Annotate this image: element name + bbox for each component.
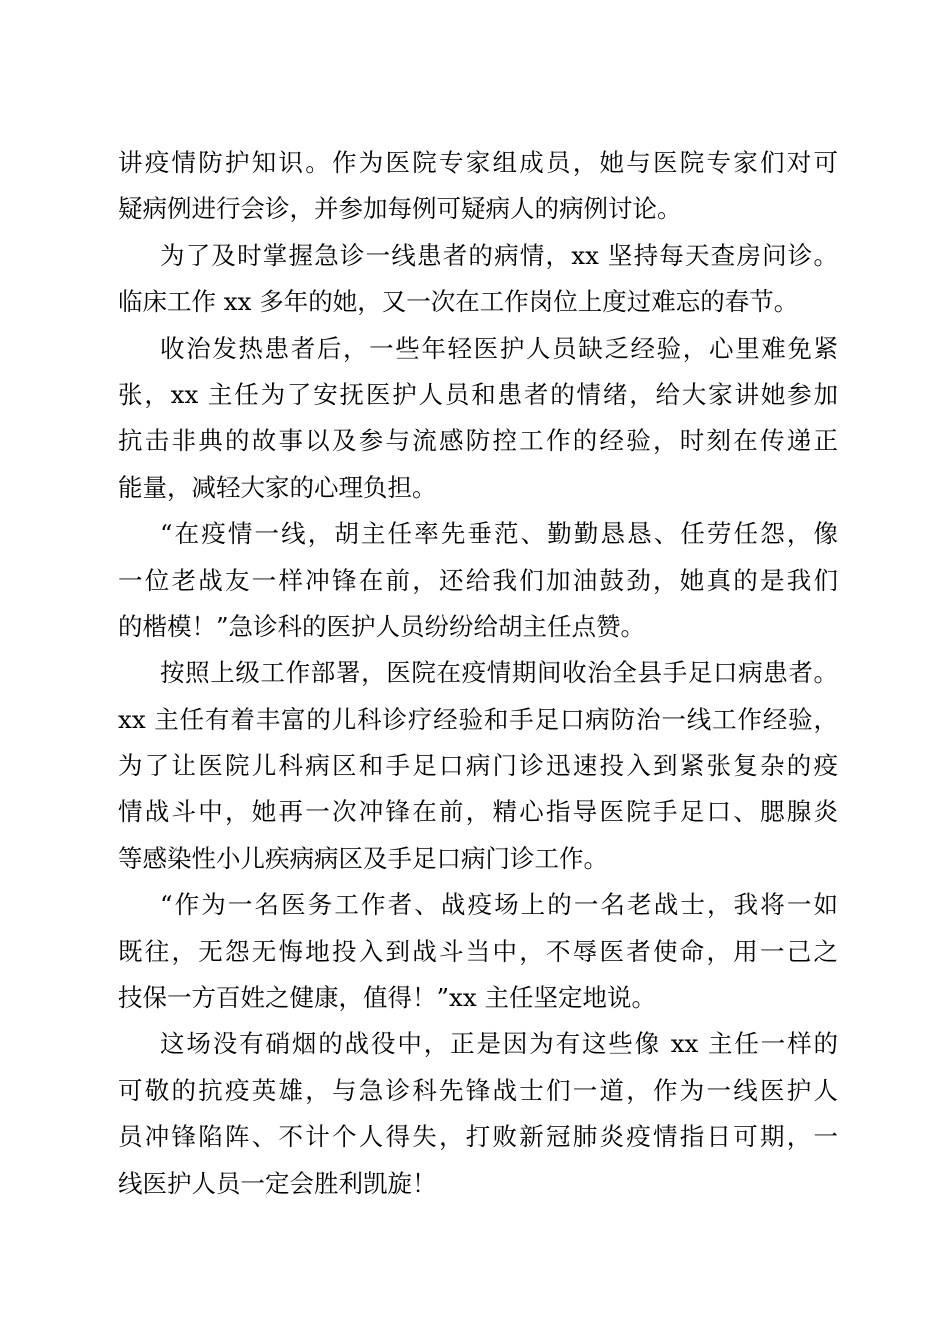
paragraph bbox=[118, 882, 838, 1021]
text-line: 线医护人员一定会胜利凯旋！ bbox=[118, 1168, 437, 1198]
text-line: 疑病例进行会诊，并参加每例可疑病人的病例讨论。 bbox=[118, 194, 682, 224]
text-line: 为了及时掌握急诊一线患者的病情，xx 坚持每天查房问诊。 bbox=[160, 240, 838, 270]
text-line: 一位老战友一样冲锋在前，还给我们加油鼓劲，她真的是我们 bbox=[118, 565, 838, 595]
text-line: 张，xx 主任为了安抚医护人员和患者的情绪，给大家讲她参加 bbox=[118, 379, 838, 409]
paragraph bbox=[118, 233, 838, 326]
paragraph bbox=[118, 511, 838, 650]
text-line: 为了让医院儿科病区和手足口病门诊迅速投入到紧张复杂的疫 bbox=[118, 751, 838, 781]
text-line: 可敬的抗疫英雄，与急诊科先锋战士们一道，作为一线医护人 bbox=[118, 1075, 838, 1105]
text-line: 讲疫情防护知识。作为医院专家组成员，她与医院专家们对可 bbox=[118, 148, 838, 177]
text-line: 情战斗中，她再一次冲锋在前，精心指导医院手足口、腮腺炎 bbox=[118, 797, 838, 827]
text-line: 这场没有硝烟的战役中，正是因为有这些像 xx 主任一样的 bbox=[160, 1029, 838, 1059]
text-line: xx 主任有着丰富的儿科诊疗经验和手足口病防治一线工作经验， bbox=[118, 704, 838, 734]
paragraph bbox=[118, 1021, 838, 1207]
text-line: “在疫情一线，胡主任率先垂范、勤勤恳恳、任劳任怨，像 bbox=[160, 519, 838, 549]
paragraph bbox=[118, 140, 838, 233]
paragraph bbox=[118, 326, 838, 512]
text-line: 技保一方百姓之健康，值得！”xx 主任坚定地说。 bbox=[118, 983, 656, 1013]
text-line: 等感染性小儿疾病病区及手足口病门诊工作。 bbox=[118, 843, 608, 873]
text-line: 既往，无怨无悔地投入到战斗当中，不辱医者使命，用一己之 bbox=[118, 936, 838, 966]
text-line: 抗击非典的故事以及参与流感防控工作的经验，时刻在传递正 bbox=[118, 426, 838, 456]
document-body bbox=[118, 140, 838, 1207]
text-line: 收治发热患者后，一些年轻医护人员缺乏经验，心里难免紧 bbox=[160, 333, 838, 363]
text-line: “作为一名医务工作者、战疫场上的一名老战士，我将一如 bbox=[160, 890, 838, 920]
text-line: 按照上级工作部署，医院在疫情期间收治全县手足口病患者。 bbox=[160, 658, 838, 688]
text-line: 能量，减轻大家的心理负担。 bbox=[118, 472, 437, 502]
paragraph bbox=[118, 650, 838, 882]
text-line: 临床工作 xx 多年的她，又一次在工作岗位上度过难忘的春节。 bbox=[118, 287, 799, 317]
text-line: 的楷模！”急诊科的医护人员纷纷给胡主任点赞。 bbox=[118, 611, 646, 641]
text-line: 员冲锋陷阵、不计个人得失，打败新冠肺炎疫情指日可期，一 bbox=[118, 1122, 838, 1152]
